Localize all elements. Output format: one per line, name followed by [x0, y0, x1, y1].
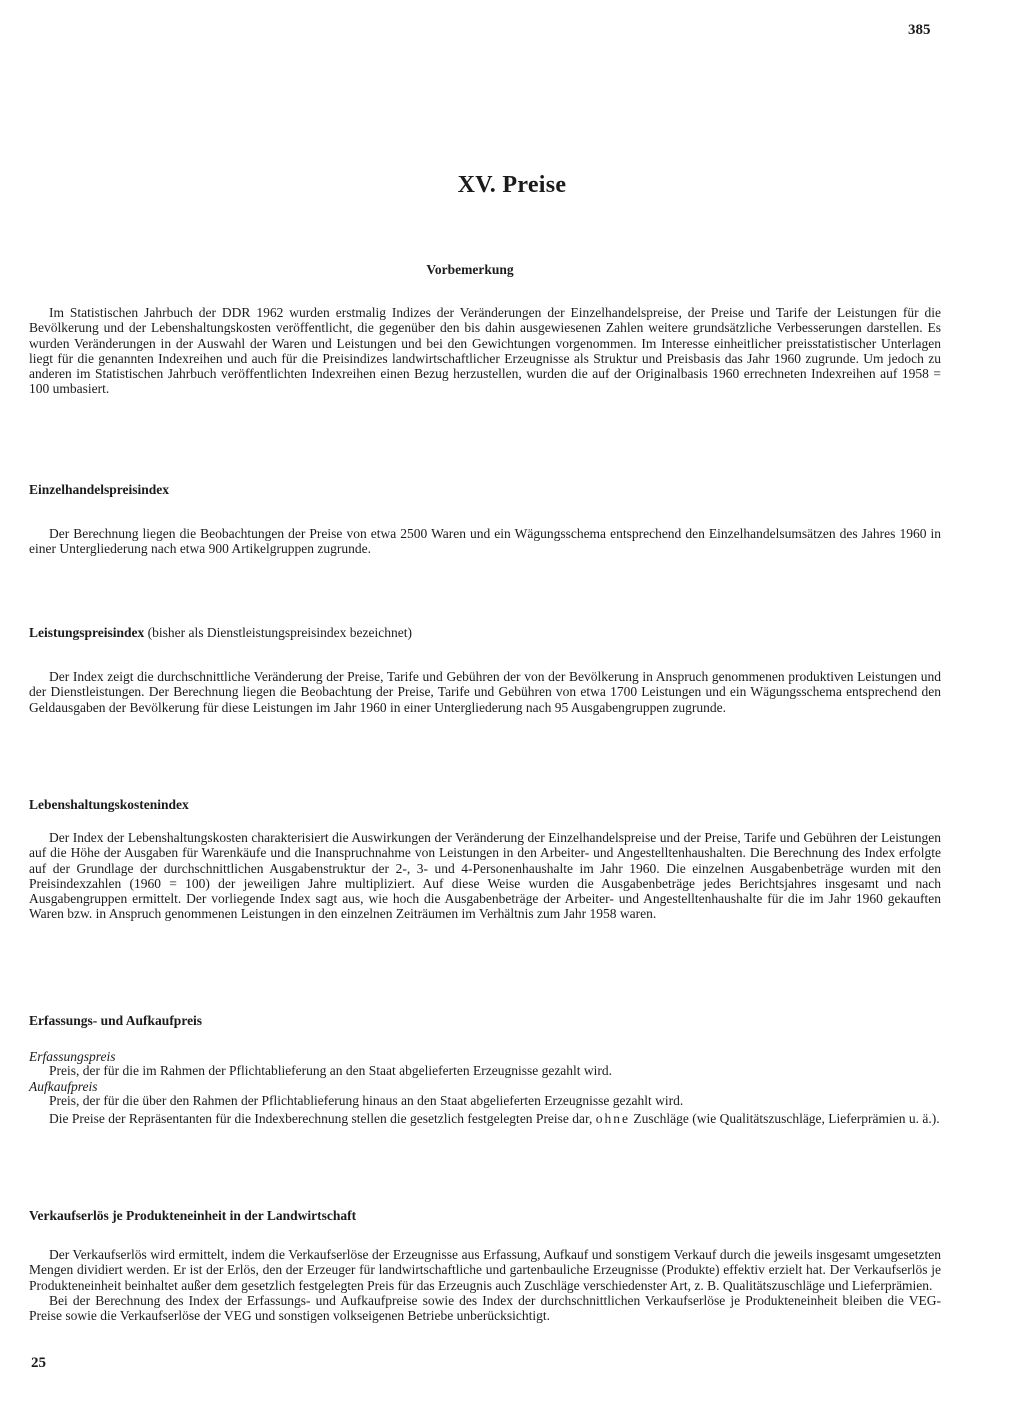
procurement-note [29, 1111, 941, 1126]
living-costs-heading: Lebenshaltungskostenindex [29, 797, 189, 812]
retail-paragraph [29, 526, 941, 557]
sales-paragraph [29, 1247, 941, 1323]
procurement-note-emphasis: ohne [595, 1110, 630, 1126]
services-heading-title: Leistungspreisindex [29, 625, 145, 640]
living-costs-text: Der Index der Lebenshaltungskosten charakterisiert die Auswirkungen der Veränderung der Einzelhandelspreise und der Preise, Tarife und Gebühren der Leistungen auf die Höhe der Ausgaben für Warenkäufe und die Inanspruchnahme von Leistungen in den Arbeiter- und Angestelltenhaushalten. Die Berechnung des Index erfolgte auf der Grundlage der durchschnittlichen Ausgabenstruktur der 2-, 3- und 4-Personenhaushalte im Jahr 1960. Die einzelnen Ausgabenbeträge wurden mit den Preisindexzahlen (1960 = 100) der jeweiligen Jahre multipliziert. Auf diese Weise wurden die Ausgabenbeträge jedes Berichtsjahres insgesamt und nach Ausgabengruppen ermittelt. Der vorliegende Index sagt aus, wie hoch die Ausgabenbeträge der Arbeiter- und Angestelltenhaushalte für die im Jahr 1960 gekauften Waren bzw. in Anspruch genommenen Leistungen in den einzelnen Zeiträumen im Verhältnis zum Jahr 1958 waren. [29, 830, 941, 922]
procurement-heading: Erfassungs- und Aufkaufpreis [29, 1013, 203, 1028]
page-number: 385 [908, 22, 931, 38]
living-costs-paragraph [29, 830, 941, 922]
services-heading [29, 625, 412, 641]
preface-heading: Vorbemerkung [426, 262, 514, 277]
sales-heading: Verkaufserlös je Produkteneinheit in der Landwirtschaft [29, 1208, 357, 1223]
sales-text-2: Bei der Berechnung des Index der Erfassungs- und Aufkaufpreise sowie des Index der durchschnittlichen Verkaufserlöse je Produkteneinheit bleiben die VEG-Preise sowie die Verkaufserlöse der VEG und sonstigen volkseigenen Betriebe unberücksichtigt. [29, 1292, 941, 1324]
procurement-paragraph [29, 1050, 941, 1126]
procurement-definition-2: Preis, der für die über den Rahmen der Pflichtablieferung hinaus an den Staat abgelieferten Erzeugnisse gezahlt wird. [49, 1093, 684, 1109]
services-paragraph [29, 669, 941, 715]
procurement-note-after: Zuschläge (wie Qualitätszuschläge, Lieferprämien u. ä.). [633, 1110, 940, 1126]
signature-number: 25 [31, 1355, 46, 1371]
retail-text: Der Berechnung liegen die Beobachtungen der Preise von etwa 2500 Waren und ein Wägungsschema entsprechend den Einzelhandelsumsätzen des Jahres 1960 in einer Untergliederung nach etwa 900 Artikelgruppen zugrunde. [29, 526, 941, 557]
sales-text-1: Der Verkaufserlös wird ermittelt, indem die Verkaufserlöse der Erzeugnisse aus Erfassung, Aufkauf und sonstigem Verkauf durch die jeweils insgesamt umgesetzten Mengen dividiert werden. Er ist der Erlös, den der Erzeuger für landwirtschaftliche und gartenbauliche Erzeugnisse (Produkte) effektiv erzielt hat. Der Verkaufserlös je Produkteneinheit beinhaltet außer dem gesetzlich festgelegten Preis für das Erzeugnis auch Zuschläge verschiedenster Art, z. B. Qualitätszuschläge und Lieferprämien. [29, 1247, 941, 1293]
chapter-title: XV. Preise [457, 172, 567, 198]
services-heading-note: (bisher als Dienstleistungspreisindex bezeichnet) [147, 625, 412, 640]
services-text: Der Index zeigt die durchschnittliche Veränderung der Preise, Tarife und Gebühren der von der Bevölkerung in Anspruch genommenen produktiven Leistungen und der Dienstleistungen. Der Berechnung liegen die Beobachtung der Preise, Tarife und Gebühren von etwa 1700 Leistungen und ein Wägungsschema entsprechend den Geldausgaben der Bevölkerung für diese Leistungen im Jahr 1960 in einer Untergliederung nach 95 Ausgabengruppen zugrunde. [29, 669, 941, 715]
procurement-definition-1: Preis, der für die im Rahmen der Pflichtablieferung an den Staat abgelieferten Erzeugnisse gezahlt wird. [49, 1063, 613, 1078]
procurement-term-1: Erfassungspreis [29, 1049, 116, 1064]
procurement-term-2: Aufkaufpreis [29, 1079, 98, 1095]
preface-text: Im Statistischen Jahrbuch der DDR 1962 wurden erstmalig Indizes der Veränderungen der Einzelhandelspreise, der Preise und Tarife der Leistungen für die Bevölkerung und der Lebenshaltungskosten veröffentlicht, die gegenüber den bis dahin ausgewiesenen Zahlen weitere grundsätzliche Verbesserungen darstellen. Es wurden Veränderungen in der Auswahl der Waren und Leistungen und bei den Gewichtungen vorgenommen. Im Interesse einheitlicher preisstatistischer Unterlagen liegt für die genannten Indexreihen und auch für die Preisindizes landwirtschaftlicher Erzeugnisse als Struktur und Preisbasis das Jahr 1960 zugrunde. Um jedoch zu anderen im Statistischen Jahrbuch veröffentlichten Indexreihen einen Bezug herzustellen, wurden die auf der Originalbasis 1960 errechneten Indexreihen auf 1958 = 100 umbasiert. [29, 305, 941, 397]
retail-heading: Einzelhandelspreisindex [29, 482, 170, 497]
preface-paragraph [29, 305, 941, 397]
procurement-note-before: Die Preise der Repräsentanten für die Indexberechnung stellen die gesetzlich festgelegten Preise dar, [49, 1110, 593, 1126]
